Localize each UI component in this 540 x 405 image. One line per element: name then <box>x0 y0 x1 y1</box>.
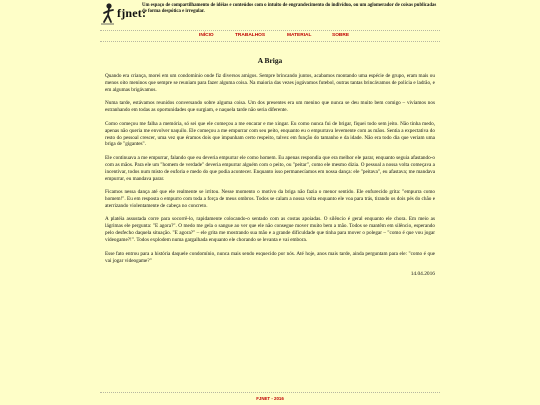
article-date: 14.04.2016 <box>410 271 435 278</box>
article-paragraph: Quando era criança, morei em um condomínio onde fiz diversos amigos. Sempre brincando juntos, acabamos montando uma espécie de grupo, eram mais ou menos oito meninos que sempre se reuniam para fazer alguma coisa. Na maioria das vezes jogávamos futebol, outras tantas brincávamos de polícia e ladrão, e em algumas brigávamos. <box>105 73 435 93</box>
article <box>105 56 435 277</box>
article-paragraph: Numa tarde, estávamos reunidos conversando sobre alguma coisa. Um dos presentes era um menino que nunca se deu muito bem comigo – vivíamos nos estranhando em todas as oportunidades que surgiam, e naquela tarde não seria diferente. <box>105 100 435 114</box>
nav-item-material[interactable]: MATERIAL <box>287 33 312 38</box>
site-footer: FJNET - 2016 <box>256 396 284 401</box>
article-paragraph: Como começou me falha a memória, só sei que ele começou a me encarar e me xingar. Eu como nunca fui de brigar, fiquei todo sem jeito. Não tinha medo, apenas não queria me envolver naquilo. Ele começou a me empurrar com seu peito, enquanto eu o empurrava levemente com as mãos. Sentia a expectativa do resto do pessoal crescer, uma vez que éramos dois que impunham certo respeito, talvez em função do tamanho e da idade. Não era todo dia que veriam uma briga de "gigantes". <box>105 120 435 148</box>
site-header <box>100 2 440 28</box>
article-paragraph: Ele continuava a me empurrar, falando que eu deveria empurrar ele como homem. Eu apenas respondia que era melhor ele parar, enquanto seguia afastando-o com as mãos. Para ele um "homem de verdade" deveria empurrar alguém com o peito, ou "peitar", como ele mesmo dizia. O pessoal a nossa volta começava a incentivar, todos num misto de euforia e medo do que podia acontecer. Enquanto isso permanecíamos em nossa dança: ele "peitava", eu afastava; me mandava empurrar, eu mandava parar. <box>105 154 435 182</box>
article-paragraph: Esse fato entrou para a história daquele condomínio, nunca mais sendo esquecido por nós. Até hoje, anos mais tarde, ainda perguntam para ele: "como é que vai jogar videogame?" <box>105 250 435 264</box>
site-logo-text[interactable]: fjnet: <box>117 6 147 20</box>
nav-divider-bottom <box>100 41 440 42</box>
footer-divider <box>100 392 440 393</box>
nav-item-sobre[interactable]: SOBRE <box>332 33 350 38</box>
nav-item-trabalhos[interactable]: TRABALHOS <box>235 33 266 38</box>
site-tagline: Um espaço de compartilhamento de idéias e conteúdos com o intuito de engrandecimento do indivíduo, ou um aglomerador de coisas publicadas de forma despótica e irregular. <box>142 3 437 15</box>
figure-logo-icon[interactable] <box>100 2 116 26</box>
article-title: A Briga <box>257 56 283 65</box>
header-divider-top <box>100 30 440 31</box>
nav-item-inicio[interactable]: INÍCIO <box>199 33 214 38</box>
article-paragraph: A platéia assustada corre para socorrê-lo, rapidamente colocando-o sentado com as costas apoiadas. O silêncio é geral enquanto ele chora. Em meio as lágrimas ele pergunta: "E agora?". O medo me gela o sangue ao ver que ele não consegue mover muito bem a mão. Todos se mantêm em silêncio, esperando pelo desfecho daquela situação. "E agora?" – ele grita me mostrando sua mão e a grande dificuldade que tinha para mover o polegar – "como é que vou jogar videogame?!". Todos explodem numa gargalhada enquanto ele chorando se levanta e vai embora. <box>105 216 435 244</box>
article-paragraph: Ficamos nessa dança até que ele realmente se irritou. Nesse momento o motivo da briga não fazia o menor sentido. Ele enfurecido grita: "empurra como homem!". Eu em resposta o empurro com toda a força de meus ombros. Todos se calam a nossa volta enquanto ele voa para trás, tirando os dois pés do chão e aterrizando violentamente de cabeça no concreto. <box>105 189 435 209</box>
